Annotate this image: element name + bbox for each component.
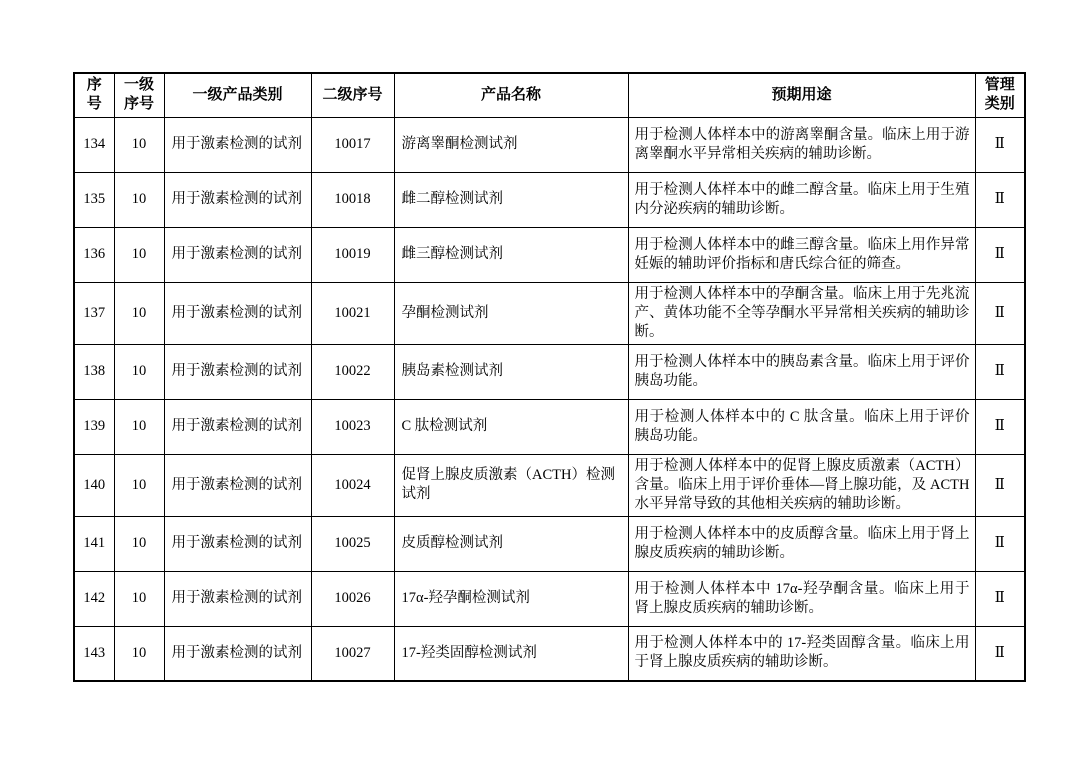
cell-seq: 140: [74, 454, 114, 516]
cell-level1-category: 用于激素检测的试剂: [164, 454, 311, 516]
cell-mgmt-class: Ⅱ: [975, 516, 1025, 571]
cell-mgmt-class: Ⅱ: [975, 282, 1025, 344]
table-body: [74, 117, 1025, 681]
cell-level2-seq: 10021: [311, 282, 394, 344]
cell-seq: 136: [74, 227, 114, 282]
cell-level1-category: 用于激素检测的试剂: [164, 227, 311, 282]
cell-level2-seq: 10024: [311, 454, 394, 516]
cell-intended-use: 用于检测人体样本中的胰岛素含量。临床上用于评价胰岛功能。: [628, 344, 975, 399]
cell-intended-use: 用于检测人体样本中的促肾上腺皮质激素（ACTH）含量。临床上用于评价垂体—肾上腺功能，及 ACTH 水平异常导致的其他相关疾病的辅助诊断。: [628, 454, 975, 516]
cell-product-name: 17α-羟孕酮检测试剂: [394, 571, 628, 626]
cell-level1-seq: 10: [114, 454, 164, 516]
cell-level1-seq: 10: [114, 227, 164, 282]
cell-seq: 143: [74, 626, 114, 681]
cell-level2-seq: 10023: [311, 399, 394, 454]
cell-product-name: 孕酮检测试剂: [394, 282, 628, 344]
cell-level1-category: 用于激素检测的试剂: [164, 626, 311, 681]
cell-seq: 134: [74, 117, 114, 172]
table-row: [74, 454, 1025, 516]
cell-level2-seq: 10018: [311, 172, 394, 227]
cell-level1-seq: 10: [114, 571, 164, 626]
cell-level2-seq: 10019: [311, 227, 394, 282]
cell-product-name: 雌三醇检测试剂: [394, 227, 628, 282]
cell-product-name: 雌二醇检测试剂: [394, 172, 628, 227]
cell-product-name: C 肽检测试剂: [394, 399, 628, 454]
header-row: [74, 73, 1025, 117]
table-row: [74, 571, 1025, 626]
table-row: [74, 516, 1025, 571]
cell-mgmt-class: Ⅱ: [975, 454, 1025, 516]
cell-level2-seq: 10022: [311, 344, 394, 399]
header-level1-category: 一级产品类别: [164, 73, 311, 117]
cell-mgmt-class: Ⅱ: [975, 227, 1025, 282]
cell-mgmt-class: Ⅱ: [975, 117, 1025, 172]
header-level2-seq: 二级序号: [311, 73, 394, 117]
cell-seq: 137: [74, 282, 114, 344]
cell-level1-category: 用于激素检测的试剂: [164, 282, 311, 344]
cell-intended-use: 用于检测人体样本中的 17-羟类固醇含量。临床上用于肾上腺皮质疾病的辅助诊断。: [628, 626, 975, 681]
table-row: [74, 344, 1025, 399]
cell-product-name: 促肾上腺皮质激素（ACTH）检测试剂: [394, 454, 628, 516]
cell-level1-seq: 10: [114, 399, 164, 454]
cell-level1-seq: 10: [114, 282, 164, 344]
cell-level2-seq: 10027: [311, 626, 394, 681]
cell-level1-seq: 10: [114, 172, 164, 227]
cell-level1-category: 用于激素检测的试剂: [164, 571, 311, 626]
cell-level1-seq: 10: [114, 626, 164, 681]
cell-level1-seq: 10: [114, 117, 164, 172]
cell-mgmt-class: Ⅱ: [975, 399, 1025, 454]
table-row: [74, 172, 1025, 227]
cell-intended-use: 用于检测人体样本中的 C 肽含量。临床上用于评价胰岛功能。: [628, 399, 975, 454]
cell-intended-use: 用于检测人体样本中的皮质醇含量。临床上用于肾上腺皮质疾病的辅助诊断。: [628, 516, 975, 571]
cell-seq: 135: [74, 172, 114, 227]
cell-level1-category: 用于激素检测的试剂: [164, 516, 311, 571]
cell-seq: 142: [74, 571, 114, 626]
cell-mgmt-class: Ⅱ: [975, 344, 1025, 399]
cell-mgmt-class: Ⅱ: [975, 172, 1025, 227]
cell-level1-category: 用于激素检测的试剂: [164, 344, 311, 399]
cell-seq: 138: [74, 344, 114, 399]
header-mgmt-class: 管理类别: [975, 73, 1025, 117]
cell-mgmt-class: Ⅱ: [975, 571, 1025, 626]
cell-intended-use: 用于检测人体样本中 17α-羟孕酮含量。临床上用于肾上腺皮质疾病的辅助诊断。: [628, 571, 975, 626]
cell-product-name: 17-羟类固醇检测试剂: [394, 626, 628, 681]
cell-level1-category: 用于激素检测的试剂: [164, 117, 311, 172]
table-row: [74, 117, 1025, 172]
header-product-name: 产品名称: [394, 73, 628, 117]
header-seq: 序号: [74, 73, 114, 117]
cell-intended-use: 用于检测人体样本中的雌三醇含量。临床上用作异常妊娠的辅助评价指标和唐氏综合征的筛查。: [628, 227, 975, 282]
cell-product-name: 游离睾酮检测试剂: [394, 117, 628, 172]
cell-level1-seq: 10: [114, 344, 164, 399]
cell-intended-use: 用于检测人体样本中的游离睾酮含量。临床上用于游离睾酮水平异常相关疾病的辅助诊断。: [628, 117, 975, 172]
cell-intended-use: 用于检测人体样本中的雌二醇含量。临床上用于生殖内分泌疾病的辅助诊断。: [628, 172, 975, 227]
cell-seq: 141: [74, 516, 114, 571]
cell-mgmt-class: Ⅱ: [975, 626, 1025, 681]
cell-seq: 139: [74, 399, 114, 454]
table-row: [74, 282, 1025, 344]
cell-product-name: 胰岛素检测试剂: [394, 344, 628, 399]
header-intended-use: 预期用途: [628, 73, 975, 117]
table-row: [74, 399, 1025, 454]
cell-product-name: 皮质醇检测试剂: [394, 516, 628, 571]
cell-level1-category: 用于激素检测的试剂: [164, 399, 311, 454]
product-classification-table: [73, 72, 1026, 682]
cell-level2-seq: 10025: [311, 516, 394, 571]
cell-level2-seq: 10017: [311, 117, 394, 172]
cell-level1-category: 用于激素检测的试剂: [164, 172, 311, 227]
cell-level2-seq: 10026: [311, 571, 394, 626]
header-level1-seq: 一级序号: [114, 73, 164, 117]
table-row: [74, 227, 1025, 282]
cell-level1-seq: 10: [114, 516, 164, 571]
table-row: [74, 626, 1025, 681]
cell-intended-use: 用于检测人体样本中的孕酮含量。临床上用于先兆流产、黄体功能不全等孕酮水平异常相关疾病的辅助诊断。: [628, 282, 975, 344]
